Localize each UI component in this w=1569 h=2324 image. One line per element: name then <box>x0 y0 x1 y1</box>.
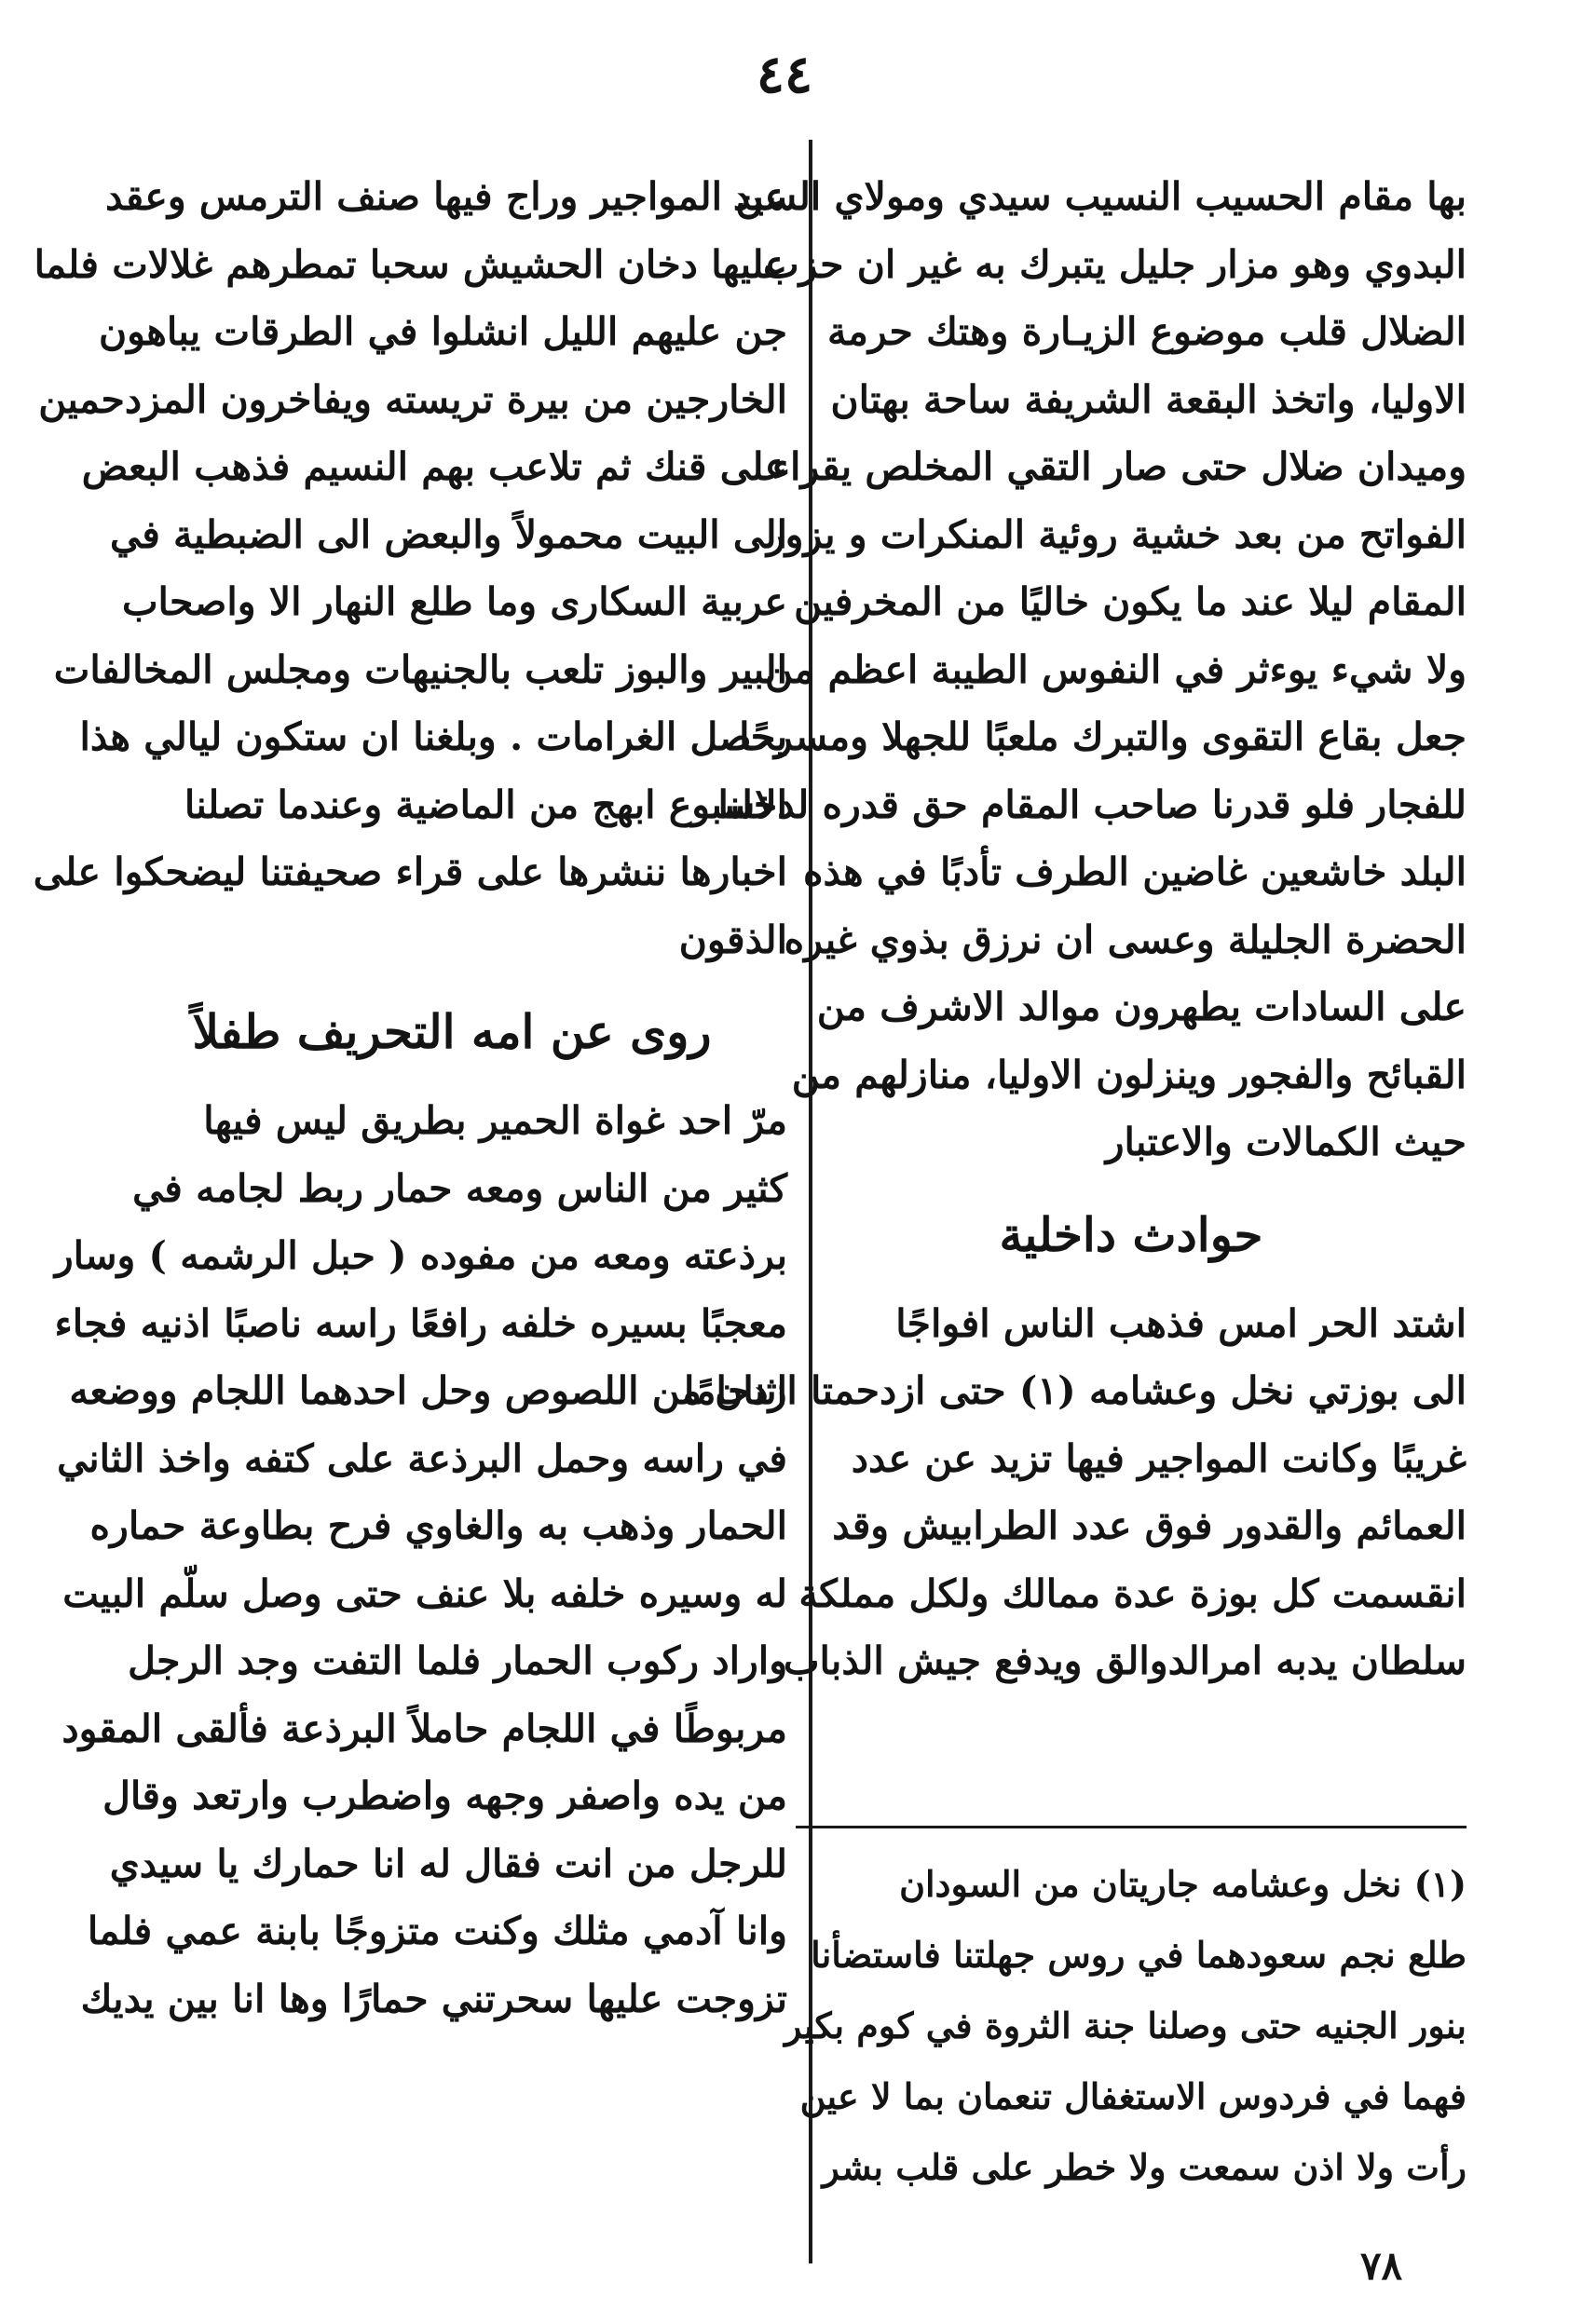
text-line: معجبًا بسيره خلفه رافعًا راسه ناصبًا اذنيه فجاء <box>54 1300 787 1346</box>
section-heading-story: روى عن امه التحريف طفلاً <box>192 1004 712 1059</box>
text-line: عربية السكارى وما طلع النهار الا واصحاب <box>121 579 787 624</box>
text-line: وانا آدمي مثلك وكنت متزوجًا بابنة عمي فلما <box>87 1909 787 1953</box>
text-line: للفجار فلو قدرنا صاحب المقام حق قدره لدخلنا <box>717 781 1467 827</box>
footnote-line: بنور الجنيه حتى وصلنا جنة الثروة في كوم بكير <box>784 2005 1467 2046</box>
left-column-paragraph-2 <box>54 1087 787 2032</box>
folio-number: ٧٨ <box>1360 2243 1403 2289</box>
text-line: الذقون <box>678 917 787 962</box>
text-line: مرّ احد غواة الحمير بطريق ليس فيها <box>203 1098 787 1143</box>
text-line: الاسبوع ابهج من الماضية وعندما تصلنا <box>184 781 787 827</box>
section-heading-domestic-events: حوادث داخلية <box>999 1206 1263 1262</box>
text-line: اثنان من اللصوص وحل احدهما اللجام ووضعه <box>69 1368 787 1413</box>
text-line: غريبًا وكانت المواجير فيها تزيد عن عدد <box>851 1435 1467 1481</box>
text-line: يحصل الغرامات . وبلغنا ان ستكون ليالي هذا <box>79 714 787 759</box>
footnote <box>784 1849 1467 2203</box>
right-column-paragraph-2 <box>684 1290 1467 1695</box>
text-line: اشتد الحر امس فذهب الناس افواجًا <box>895 1300 1467 1346</box>
text-line: من يده واصفر وجهه واضطرب وارتعد وقال <box>102 1774 787 1818</box>
text-line: في راسه وحمل البرذعة على كتفه واخذ الثاني <box>57 1435 787 1481</box>
text-line: المقام ليلا عند ما يكون خاليًا من المخرفين <box>794 579 1467 624</box>
footnote-line: (١) نخل وعشامه جاريتان من السودان <box>899 1863 1467 1905</box>
text-line: كثير من الناس ومعه حمار ربط لجامه في <box>132 1165 787 1211</box>
text-line: سلطان يدبه امرالدوالق ويدفع جيش الذباب <box>783 1638 1467 1683</box>
text-line: الحمار وذهب به والغاوي فرح بطاوعة حماره <box>89 1503 787 1548</box>
text-line: واراد ركوب الحمار فلما التفت وجد الرجل <box>128 1638 787 1683</box>
text-line: عليها دخان الحشيش سحبا تمطرهم غلالات فلما <box>34 241 787 287</box>
text-line: جن عليهم الليل انشلوا في الطرقات يباهون <box>99 309 787 354</box>
text-line: اخبارها ننشرها على قراء صحيفتنا ليضحكوا على <box>33 849 787 894</box>
text-line: الخارجين من بيرة تريسته ويفاخرون المزدحمين <box>38 376 787 422</box>
text-line: الضلال قلب موضوع الزيـارة وهتك حرمة <box>826 309 1467 354</box>
text-line: على قنك ثم تلاعب بهم النسيم فذهب البعض <box>81 444 787 489</box>
text-line: الاوليا، واتخذ البقعة الشريفة ساحة بهتان <box>830 376 1467 422</box>
footnote-divider <box>796 1826 1467 1828</box>
text-line: الحضرة الجليلة وعسى ان نرزق بذوي غيره <box>784 917 1467 962</box>
left-column-paragraph-1 <box>33 163 787 973</box>
text-line: انقسمت كل بوزة عدة ممالك ولكل مملكة <box>798 1570 1467 1616</box>
left-column <box>33 163 787 2032</box>
text-line: الفواتح من بعد خشية روئية المنكرات و يزور <box>766 511 1467 557</box>
text-line: للرجل من انت فقال له انا حمارك يا سيدي <box>109 1841 787 1886</box>
text-line: البلد خاشعين غاضين الطرف تأدبًا في هذه <box>803 849 1467 894</box>
text-line: حيث الكمالات والاعتبار <box>1105 1120 1467 1164</box>
page-number: ٤٤ <box>756 44 813 105</box>
text-line: ولا شيء يوءثر في النفوس الطيبة اعظم من <box>765 646 1467 692</box>
text-line: برذعته ومعه من مفوده ( حبل الرشمه ) وسار <box>54 1233 787 1278</box>
text-line: بها مقام الحسيب النسيب سيدي ومولاي السيد <box>732 174 1467 219</box>
text-line: وميدان ضلال حتى صار التقي المخلص يقراء <box>771 444 1467 489</box>
text-line: العمائم والقدور فوق عدد الطرابيش وقد <box>832 1503 1467 1548</box>
text-line: الى البيت محمولاً والبعض الى الضبطية في <box>110 511 787 557</box>
footnote-line: طلع نجم سعودهما في روس جهلتنا فاستضأنا <box>811 1934 1467 1976</box>
footnote-line: فهما في فردوس الاستغفال تنعمان بما لا عين <box>799 2075 1467 2117</box>
text-line: البير والبوز تلعب بالجنيهات ومجلس المخالفات <box>53 646 787 692</box>
text-line: البدوي وهو مزار جليل يتبرك به غير ان حزب <box>762 241 1467 287</box>
text-line: جعل بقاع التقوى والتبرك ملعبًا للجهلا ومسرحًا <box>739 714 1467 759</box>
text-line: مربوطًا في اللجام حاملاً البرذعة فألقى المقود <box>61 1706 787 1751</box>
text-line: على السادات يطهرون موالد الاشرف من <box>816 985 1467 1029</box>
footnote-line: رأت ولا اذن سمعت ولا خطر على قلب بشر <box>822 2146 1467 2188</box>
text-line: الى بوزتي نخل وعشامه (١) حتى ازدحمتا ازدحامًا <box>684 1368 1467 1413</box>
text-line: القبائح والفجور وينزلون الاوليا، منازلهم من <box>791 1052 1467 1097</box>
text-line: له وسيره خلفه بلا عنف حتى وصل سلّم البيت <box>62 1570 787 1616</box>
text-line: تزوجت عليها سحرتني حمارًا وها انا بين يديك <box>80 1976 787 2021</box>
text-line: عن المواجير وراج فيها صنف الترمس وعقد <box>105 174 787 219</box>
